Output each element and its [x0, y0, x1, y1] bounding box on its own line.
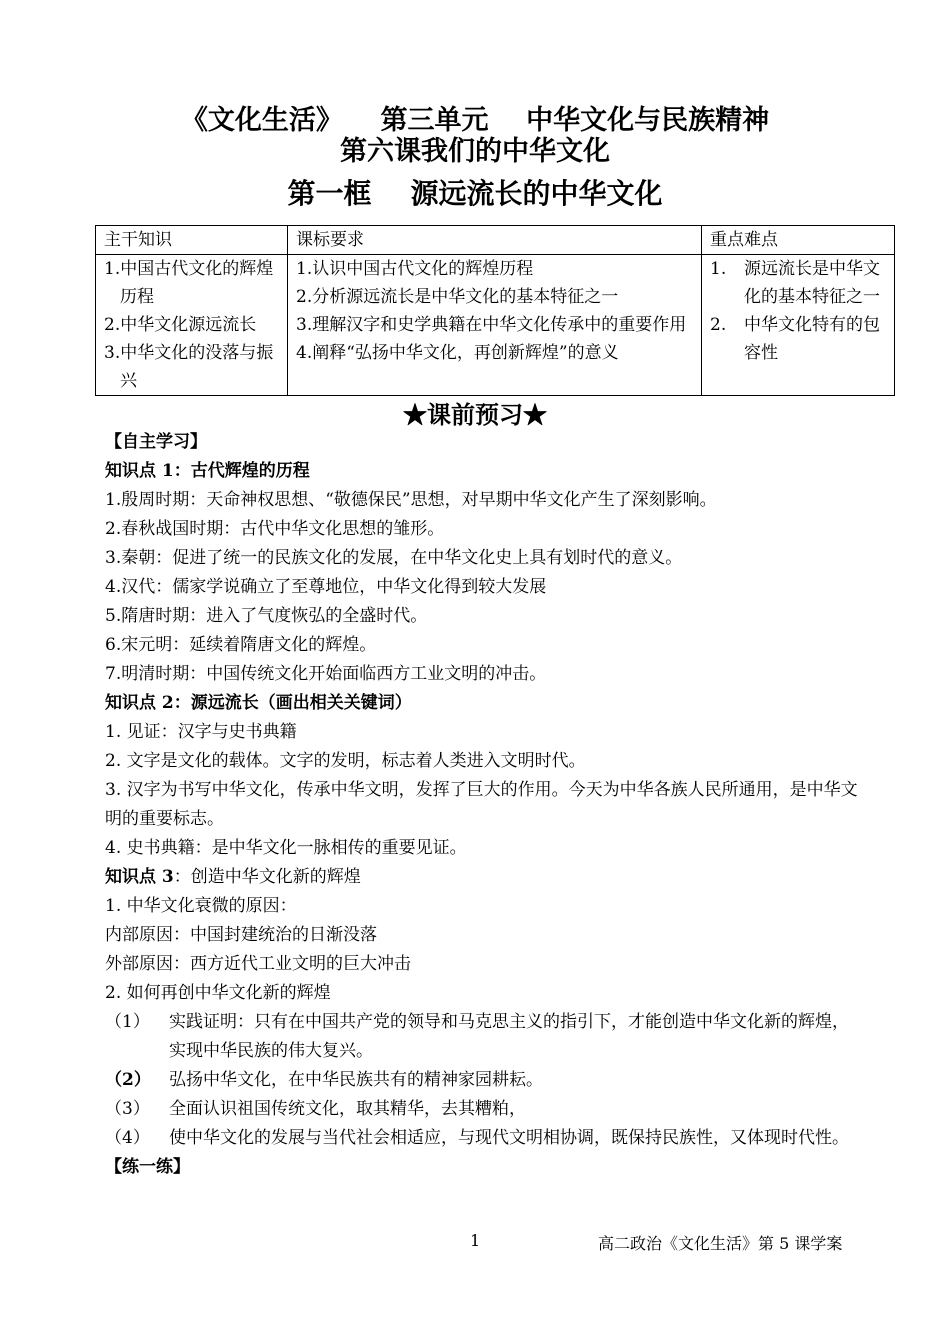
kp2-item: 1. 见证：汉字与史书典籍: [105, 722, 297, 742]
preview-heading: ★课前预习★: [403, 400, 547, 429]
kp3-question: 2. 如何再创中华文化新的辉煌: [105, 983, 331, 1003]
kp1-item: 6.宋元明：延续着隋唐文化的辉煌。: [105, 635, 377, 655]
requirements-cell: [288, 255, 702, 396]
key-point-number: 1.: [710, 259, 727, 279]
kp1-item: 3.秦朝：促进了统一的民族文化的发展，在中华文化史上具有划时代的意义。: [105, 548, 683, 568]
kp3-title: [105, 863, 865, 892]
lesson-title: 第六课我们的中华文化: [340, 136, 610, 167]
kp3-point-number: （1）: [105, 1012, 150, 1032]
table-header-row: [96, 226, 895, 255]
kp3-point-number: （2）: [105, 1070, 151, 1090]
kp3-point-text: 实践证明：只有在中国共产党的领导和马克思主义的指引下，才能创造中华文化新的辉煌，实现中华民族的伟大复兴。: [169, 1012, 849, 1061]
kp3-question: 1. 中华文化衰微的原因：: [105, 896, 297, 916]
kp3-point: [105, 1095, 865, 1124]
header-main-knowledge: 主干知识: [96, 226, 288, 255]
overview-table: [95, 225, 895, 396]
key-point-item: [710, 255, 886, 311]
kp3-point: [105, 1066, 865, 1095]
kp3-internal-reason: 内部原因：中国封建统治的日渐没落: [105, 925, 377, 945]
main-knowledge-item: 2.中华文化源远流长: [104, 315, 257, 335]
main-knowledge-item: 3.中华文化的没落与振兴: [104, 343, 274, 391]
kp3-point-number: （4）: [105, 1128, 150, 1148]
kp1-item: 7.明清时期：中国传统文化开始面临西方工业文明的冲击。: [105, 664, 547, 684]
kp1-title: 知识点 1：古代辉煌的历程: [105, 461, 310, 481]
header-key-points: 重点难点: [702, 226, 895, 255]
kp2-title: 知识点 2：源远流长（画出相关关键词）: [105, 693, 412, 713]
kp3-point: [105, 1124, 865, 1153]
kp2-item: 2. 文字是文化的载体。文字的发明，标志着人类进入文明时代。: [105, 751, 586, 771]
kp3-point-text: 使中华文化的发展与当代社会相适应，与现代文明相协调，既保持民族性，又体现时代性。: [169, 1128, 849, 1148]
kp3-title-text: ：创造中华文化新的辉煌: [173, 867, 361, 887]
main-knowledge-cell: [96, 255, 288, 396]
kp3-point-number: （3）: [105, 1099, 150, 1119]
kp2-item: 4. 史书典籍：是中华文化一脉相传的重要见证。: [105, 838, 467, 858]
header-requirements: 课标要求: [288, 226, 702, 255]
requirement-item: 4.阐释“弘扬中华文化，再创新辉煌”的意义: [296, 343, 619, 363]
kp1-item: 5.隋唐时期：进入了气度恢弘的全盛时代。: [105, 606, 428, 626]
kp3-point-text: 全面认识祖国传统文化，取其精华，去其糟粕，: [169, 1099, 526, 1119]
page-number: 1: [470, 1231, 481, 1250]
kp3-title-label: 知识点 3: [105, 867, 174, 887]
key-point-item: [710, 311, 886, 367]
kp1-item: 4.汉代：儒家学说确立了至尊地位，中华文化得到较大发展: [105, 577, 547, 597]
key-point-text: 源远流长是中华文化的基本特征之一: [744, 259, 880, 307]
main-knowledge-item: 1.中国古代文化的辉煌历程: [104, 259, 274, 307]
key-points-cell: [702, 255, 895, 396]
requirement-item: 1.认识中国古代文化的辉煌历程: [296, 259, 534, 279]
self-study-section: [105, 428, 865, 1182]
self-study-heading: 【自主学习】: [105, 432, 207, 452]
practice-heading: 【练一练】: [105, 1157, 190, 1177]
key-point-number: 2.: [710, 315, 727, 335]
requirement-item: 2.分析源远流长是中华文化的基本特征之一: [296, 287, 619, 307]
footer-doc-title: 高二政治《文化生活》第 5 课学案: [598, 1234, 843, 1253]
unit-title: 《文化生活》 第三单元 中华文化与民族精神: [180, 105, 770, 136]
kp3-point: [105, 1008, 865, 1066]
kp1-item: 1.殷周时期：天命神权思想、“敬德保民”思想，对早期中华文化产生了深刻影响。: [105, 490, 717, 510]
kp3-external-reason: 外部原因：西方近代工业文明的巨大冲击: [105, 954, 411, 974]
requirement-item: 3.理解汉字和史学典籍在中华文化传承中的重要作用: [296, 315, 687, 335]
kp2-item: 3. 汉字为书写中华文化，传承中华文明，发挥了巨大的作用。今天为中华各族人民所通用，是中华文明的重要标志。: [105, 780, 858, 829]
table-row: [96, 255, 895, 396]
key-point-text: 中华文化特有的包容性: [744, 315, 880, 363]
kp1-item: 2.春秋战国时期：古代中华文化思想的雏形。: [105, 519, 445, 539]
kp3-point-text: 弘扬中华文化，在中华民族共有的精神家园耕耘。: [169, 1070, 543, 1090]
section-title: 第一框 源远流长的中华文化: [287, 177, 663, 210]
